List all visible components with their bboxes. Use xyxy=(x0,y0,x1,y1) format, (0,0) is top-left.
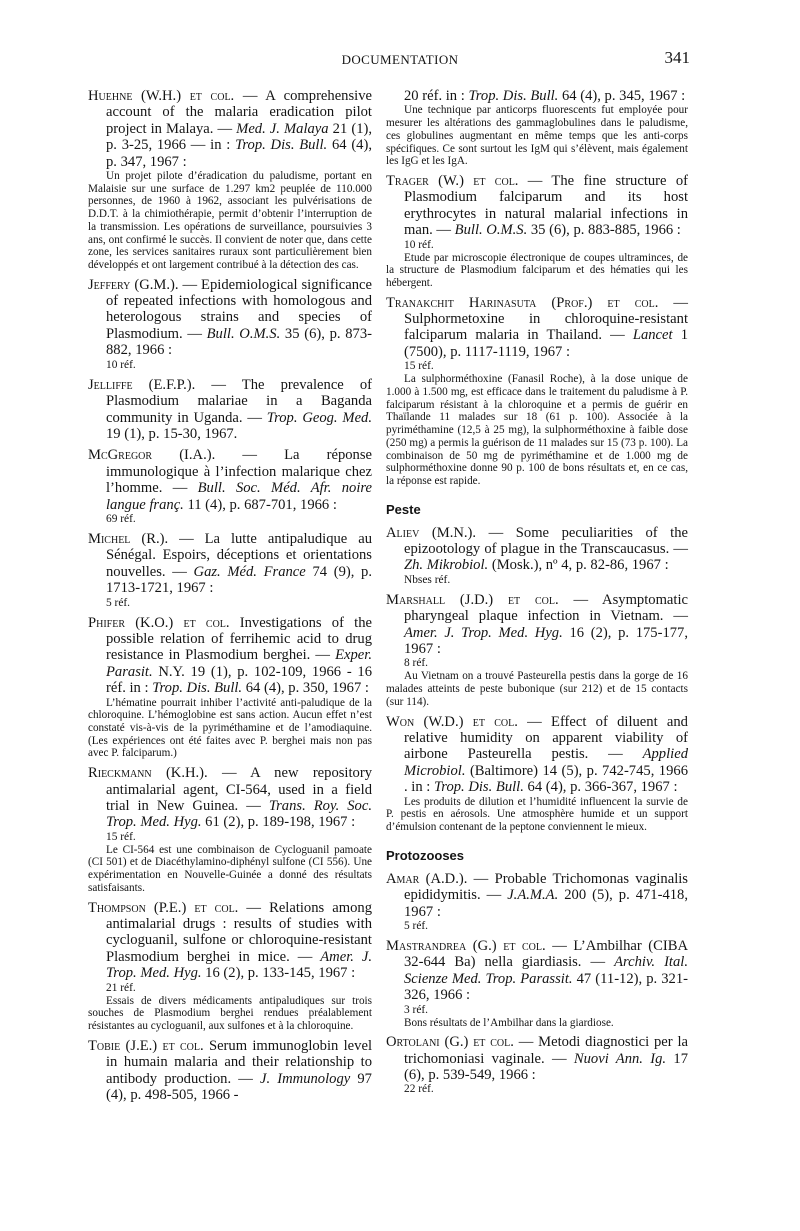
author-name: Trager (W.) et col. xyxy=(386,172,519,189)
bibliography-entry xyxy=(88,277,372,372)
citation xyxy=(88,277,372,359)
journal-name: Bull. Soc. Méd. Afr. noire langue franç. xyxy=(106,480,372,513)
author-name: Michel (R.). xyxy=(88,530,169,547)
citation-text: — Effect of diluent and relative humidity on apparent viability of airbone Pasteurella pestis. — xyxy=(404,713,688,763)
citation-text: — Probable Trichomonas vaginalis epididymitis. — xyxy=(404,870,688,904)
citation xyxy=(386,592,688,658)
publication-info: (Mosk.), nº 4, p. 82-86, 1967 : xyxy=(488,557,669,574)
citation-text: — Metodi diagnostici per la trichomoniasi vaginale. — xyxy=(404,1034,689,1067)
author-name: Marshall (J.D.) et col. xyxy=(386,591,559,608)
publication-info: 64 (4), p. 345, 1967 : xyxy=(558,88,686,104)
citation-text: 20 réf. in : xyxy=(404,88,469,104)
bibliography-entry xyxy=(88,88,372,272)
journal-name: Med. J. Malaya xyxy=(236,120,329,137)
citation-text: — A new repository antimalarial agent, CI-564, used in a field trial in New Guinea. — xyxy=(106,765,372,814)
publication-info: 1 (7500), p. 1117-1119, 1967 : xyxy=(404,327,688,360)
journal-name: Bull. O.M.S. xyxy=(454,222,528,239)
page-number: 341 xyxy=(664,48,690,67)
author-name: Phifer (K.O.) et col. xyxy=(88,614,230,631)
reference-count: 15 réf. xyxy=(404,360,434,373)
citation-text: Investigations of the possible relation of ferrihemic acid to drug resistance in Plasmodium berghei. — xyxy=(106,614,372,664)
author-name: Amar (A.D.). xyxy=(386,870,468,887)
publication-info: 16 (2), p. 133-145, 1967 : xyxy=(201,965,356,982)
journal-name: Trop. Dis. Bull. xyxy=(152,680,243,697)
right-column xyxy=(386,88,688,1101)
citation xyxy=(386,1034,688,1083)
citation-text: — Relations among antimalarial drugs : results of studies with cycloguanil, sulfone or chloroquine-resistant Plasmodium berghei in mice. — xyxy=(106,899,373,965)
abstract-note: Au Vietnam on a trouvé Pasteurella pestis dans la gorge de 16 malades atteints de peste bubonique (sur 212) et de 15 contacts (sur 114). xyxy=(386,670,688,708)
citation xyxy=(88,88,372,170)
reference-count: 10 réf. xyxy=(106,358,136,371)
abstract-note: Etude par microscopie électronique de coupes ultraminces, de la structure de Plasmodium falciparum et des hématies qui les hébergent. xyxy=(386,251,688,289)
bibliography-entry xyxy=(386,525,688,587)
publication-info: 64 (4), p. 366-367, 1967 : xyxy=(523,779,678,796)
publication-info: 11 (4), p. 687-701, 1966 : xyxy=(183,496,337,513)
journal-name: Bull. O.M.S. xyxy=(206,325,281,342)
author-name: Huehne (W.H.) et col. xyxy=(88,88,235,104)
abstract-note: Le CI-564 est une combinaison de Cycloguanil pamoate (CI 501) et de Diacéthylamino-diphényl sulfone (CI 556). Une expérimentation en Nouvelle-Guinée a donné des résultats satisfaisants. xyxy=(88,843,372,894)
author-name: Tranakchit Harinasuta (Prof.) et col. xyxy=(386,294,659,311)
bibliography-entry xyxy=(88,615,372,761)
entry-group xyxy=(386,173,688,488)
publication-info: 21 (1), p. 3-25, 1966 — in : xyxy=(106,120,372,154)
author-name: Aliev (M.N.). xyxy=(386,524,477,541)
publication-info: (Baltimore) 14 (5), p. 742-745, 1966 . in : xyxy=(404,762,688,796)
journal-name: Nuovi Ann. Ig. xyxy=(573,1050,667,1067)
abstract-note: Les produits de dilution et l’humidité influencent la survie de P. pestis en aérosols. Une atmosphère humide et un support d’émulsion contenant de la peptone conviennent le mieux. xyxy=(386,795,688,833)
citation xyxy=(88,377,372,443)
journal-name: Trop. Geog. Med. xyxy=(266,409,372,426)
publication-info: 200 (5), p. 471-418, 1967 : xyxy=(404,887,688,920)
journal-name: Lancet xyxy=(632,327,673,344)
journal-name: J. Immunology xyxy=(260,1070,351,1087)
publication-info: 64 (4), p. 350, 1967 : xyxy=(242,680,369,697)
bibliography-entry xyxy=(386,871,688,933)
abstract-note: Une technique par anticorps fluorescents fut employée pour mesurer les altérations des gammaglobulines dans le paludisme, ces globulines augmentant en même temps que les anti-corps spécifiques. Ce sont surtout les IgM qui s’élèvent, mais également les IgG et les IgA. xyxy=(386,104,688,168)
citation-text: Serum immunoglobin level in humain malaria and their relationship to antibody production. — xyxy=(106,1037,372,1087)
bibliography-entry xyxy=(386,1034,688,1096)
reference-count: Nbses réf. xyxy=(404,573,451,586)
citation-text: — L’Ambilhar (CIBA 32-644 Ba) nella giardiasis. — xyxy=(404,937,688,971)
bibliography-entry xyxy=(386,938,688,1029)
citation-text: — Sulphormetoxine in chloroquine-resistant falciparum malaria in Thailand. — xyxy=(404,294,688,344)
publication-info: 74 (9), p. 1713-1721, 1967 : xyxy=(106,563,372,597)
citation xyxy=(88,447,372,513)
publication-info: 19 (1), p. 15-30, 1967. xyxy=(106,425,238,442)
citation xyxy=(88,531,372,597)
reference-count: 3 réf. xyxy=(404,1003,429,1016)
bibliography-entry xyxy=(386,295,688,488)
reference-count: 10 réf. xyxy=(404,238,434,251)
journal-name: J.A.M.A. xyxy=(507,887,559,904)
author-name: Mastrandrea (G.) et col. xyxy=(386,937,546,954)
citation xyxy=(386,88,688,104)
publication-info: 97 (4), p. 498-505, 1966 - xyxy=(106,1070,372,1103)
author-name: Jeffery (G.M.). xyxy=(88,276,179,293)
journal-name: Zh. Mikrobiol. xyxy=(404,557,489,574)
section-heading-protozooses: Protozooses xyxy=(386,847,465,863)
journal-name: Trop. Dis. Bull. xyxy=(434,779,524,796)
author-name: Ortolani (G.) et col. xyxy=(386,1034,514,1051)
reference-count: 15 réf. xyxy=(106,830,136,843)
reference-count: 69 réf. xyxy=(106,512,136,525)
citation xyxy=(386,525,688,574)
citation-text: — A comprehensive account of the malaria eradication pilot project in Malaya. — xyxy=(106,88,372,137)
bibliography-entry xyxy=(88,531,372,610)
publication-info: 17 (6), p. 539-549, 1966 : xyxy=(404,1050,689,1084)
journal-name: Archiv. Ital. Scienze Med. Trop. Parassit. xyxy=(404,954,688,987)
citation xyxy=(88,900,372,982)
citation xyxy=(386,173,688,239)
citation xyxy=(88,615,372,697)
citation-text: — The prevalence of Plasmodium malariae in a Baganda community in Uganda. — xyxy=(106,376,373,426)
abstract-note: Un projet pilote d’éradication du paludisme, portant en Malaisie sur une surface de 1.297 km2 peuplée de 110.000 personnes, de 1960 à 1962, associant les pulvérisations de D.D.T. à la chimiothérapie, permit d’obtenir l’interruption de la transmission. Les opérations de surveillance, poursuivies 3 ans, ont confirmé le succès. Il convient de noter que, dans cette zone, les services sanitaires ruraux sont particulièrement bien développés et ont largement contribué à la détection des cas. xyxy=(88,170,372,271)
reference-count: 22 réf. xyxy=(404,1083,434,1096)
bibliography-entry xyxy=(88,447,372,526)
abstract-note: Bons résultats de l’Ambilhar dans la giardiose. xyxy=(404,1016,614,1029)
citation-text: — Epidemiological significance of repeated infections with homologous and heterologous strains and species of Plasmodium. — xyxy=(106,276,372,342)
author-name: Jelliffe (E.F.P.). xyxy=(88,376,196,393)
author-name: Rieckmann (K.H.). xyxy=(88,765,208,782)
citation-text: — La réponse immunologique à l’infection malarique chez l’homme. — xyxy=(106,447,372,497)
bibliography-entry xyxy=(386,173,688,290)
publication-info: N.Y. 19 (1), p. 102-109, 1966 - 16 réf. in : xyxy=(106,663,372,697)
publication-info: 61 (2), p. 189-198, 1967 : xyxy=(201,814,356,831)
entry-group xyxy=(386,871,688,1097)
journal-name: Applied Microbiol. xyxy=(404,746,688,779)
publication-info: 64 (4), p. 347, 1967 : xyxy=(106,137,372,170)
citation xyxy=(88,1038,372,1104)
entry-group xyxy=(386,525,688,834)
citation xyxy=(88,765,372,831)
citation-text: — Some peculiarities of the epizootology of plague in the Transcaucasus. — xyxy=(404,524,688,558)
section-heading-peste: Peste xyxy=(386,501,421,517)
citation xyxy=(386,871,688,920)
author-name: McGregor (I.A.). xyxy=(88,447,216,464)
publication-info: 35 (6), p. 873-882, 1966 : xyxy=(106,325,372,359)
continued-entry xyxy=(386,88,688,168)
journal-name: Trans. Roy. Soc. Trop. Med. Hyg. xyxy=(106,797,372,831)
reference-count: 5 réf. xyxy=(106,596,131,609)
citation-text: — La lutte antipaludique au Sénégal. Espoirs, déceptions et orientations nouvelles. — xyxy=(106,530,372,580)
citation xyxy=(386,938,688,1004)
author-name: Tobie (J.E.) et col. xyxy=(88,1037,204,1054)
bibliography-entry xyxy=(88,1038,372,1104)
reference-count: 5 réf. xyxy=(404,919,429,932)
page-header xyxy=(0,50,800,70)
abstract-note: L’hématine pourrait inhiber l’activité anti-paludique de la chloroquine. L’hémoglobine est sans action. Aucun effet n’est constaté vis-à-vis de la pyriméthamine et de l’amodiaquine. (Les expériences ont été faites avec P. berghei mais non pas avec P. falciparum.) xyxy=(88,696,372,760)
citation-text: — Asymptomatic pharyngeal plaque infection in Vietnam. — xyxy=(404,591,688,625)
bibliography-entry xyxy=(386,714,688,834)
reference-count: 8 réf. xyxy=(404,657,429,670)
bibliography-entry xyxy=(88,900,372,1033)
author-name: Thompson (P.E.) et col. xyxy=(88,899,239,916)
bibliography-entry xyxy=(386,592,688,709)
publication-info: 35 (6), p. 883-885, 1966 : xyxy=(527,222,681,239)
citation xyxy=(386,295,688,361)
running-title: DOCUMENTATION xyxy=(341,52,459,67)
journal-name: Gaz. Méd. France xyxy=(193,563,306,580)
reference-count: 21 réf. xyxy=(106,981,136,994)
abstract-note: La sulphorméthoxine (Fanasil Roche), à la dose unique de 1.000 à 1.500 mg, est efficace dans le traitement du paludisme à P. falciparum résistant à la chloroquine et a permis de guérir en Thaïlande 11 malades sur 18 (61 p. 100). Associée à la pyriméthamine (12,5 à 25 mg), la sulphorméthoxine à faible dose (250 mg) a permis la guérison de 11 malades sur 15 (73 p. 100). La combinaison de 50 mg de pyriméthamine et de 1.000 mg de sulphorméthoxine donne 90 p. 100 de bons résultats et, en ce cas, la réponse est rapide. xyxy=(386,373,688,487)
citation-text: — The fine structure of Plasmodium falciparum and its host erythrocytes in natural malarial infections in man. — xyxy=(404,172,688,239)
bibliography-entry xyxy=(88,377,372,443)
author-name: Won (W.D.) et col. xyxy=(386,713,518,730)
journal-name: Amer. J. Trop. Med. Hyg. xyxy=(404,624,563,641)
publication-info: 47 (11-12), p. 321-326, 1966 : xyxy=(404,970,688,1004)
citation xyxy=(386,714,688,796)
publication-info: 16 (2), p. 175-177, 1967 : xyxy=(404,624,688,658)
journal-name: Trop. Dis. Bull. xyxy=(235,137,328,154)
bibliography-entry xyxy=(88,765,372,894)
journal-name: Trop. Dis. Bull. xyxy=(468,88,559,104)
journal-name: Amer. J. Trop. Med. Hyg. xyxy=(106,948,372,982)
left-column xyxy=(88,88,372,1108)
journal-name: Exper. Parasit. xyxy=(106,647,372,680)
abstract-note: Essais de divers médicaments antipaludiques sur trois souches de Plasmodium berghei rendues préalablement résistantes au cycloguanil, aux sulfones et à la chloroquine. xyxy=(88,994,372,1032)
